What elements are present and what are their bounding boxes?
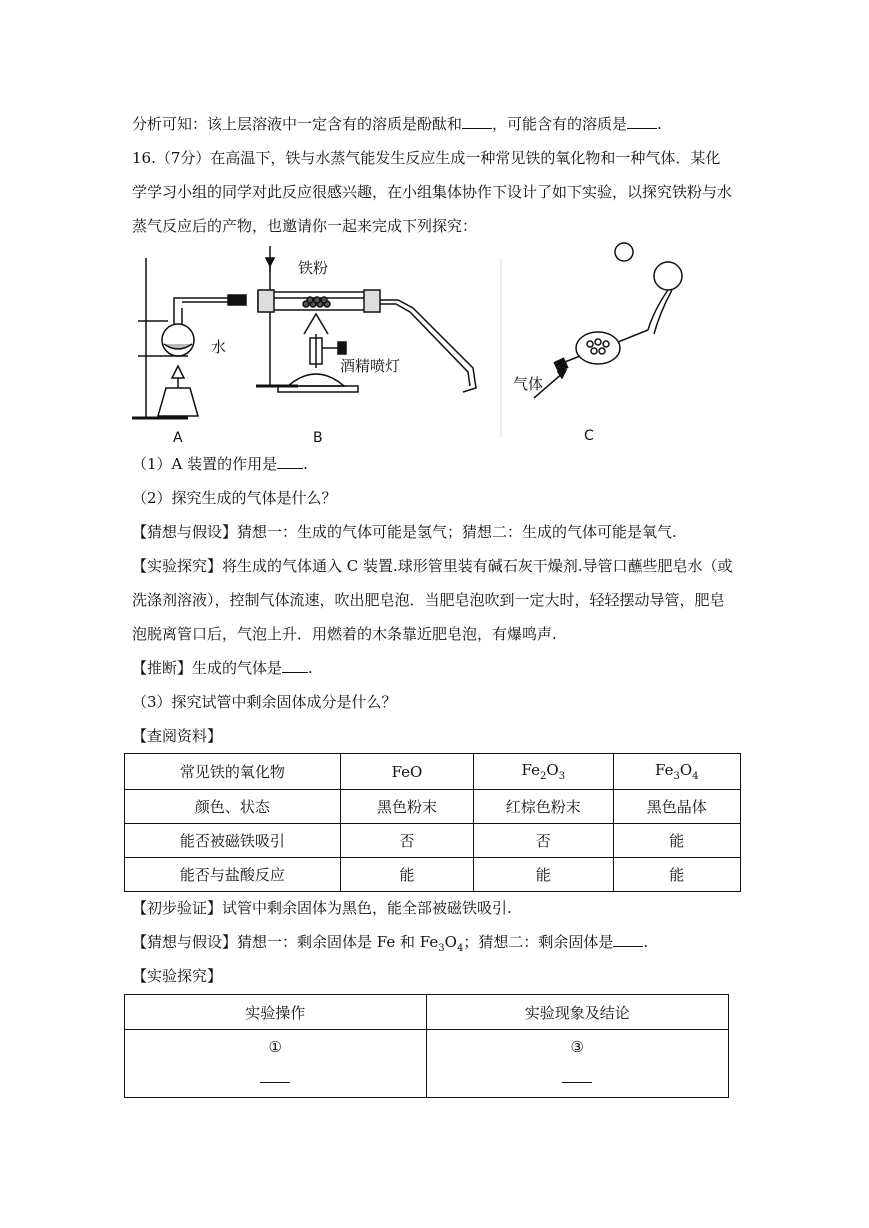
- table-cell: 能: [340, 858, 473, 892]
- label-water: 水: [211, 338, 227, 356]
- table-cell: [125, 1030, 427, 1098]
- analysis-line: [132, 114, 662, 134]
- text: .: [303, 455, 308, 473]
- table-cell: [474, 754, 613, 790]
- answer-blank[interactable]: [613, 932, 643, 947]
- exp1-line-3: 泡脱离管口后，气泡上升．用燃着的木条靠近肥皂泡，有爆鸣声.: [132, 625, 557, 643]
- table-cell: 能: [613, 824, 741, 858]
- answer-blank[interactable]: [627, 114, 657, 129]
- label-gas: 气体: [513, 375, 544, 393]
- text: Fe: [521, 761, 541, 779]
- text: .: [643, 933, 649, 951]
- table-cell: 黑色粉末: [340, 790, 473, 824]
- table-cell: 否: [340, 824, 473, 858]
- table-cell: 否: [474, 824, 613, 858]
- text: Fe: [654, 761, 674, 779]
- table-cell: 红棕色粉末: [474, 790, 613, 824]
- table-header-row: [125, 995, 729, 1030]
- drying-bulb: [576, 332, 620, 364]
- round-flask: [162, 324, 194, 356]
- text: 【推断】生成的气体是: [132, 659, 283, 677]
- subscript: 4: [456, 943, 464, 954]
- table-row: [125, 824, 741, 858]
- answer-blank[interactable]: [562, 1068, 592, 1083]
- subscript: 4: [692, 771, 699, 782]
- oxide-table: [124, 753, 741, 892]
- label-c: C: [584, 428, 594, 444]
- table-row: [125, 790, 741, 824]
- guess1-line: 【猜想与假设】猜想一：生成的气体可能是氢气；猜想二：生成的气体可能是氧气.: [132, 523, 677, 541]
- q1-line: [132, 454, 308, 474]
- text: O: [546, 761, 559, 779]
- ref-heading: 【查阅资料】: [132, 727, 223, 745]
- table-cell: [613, 754, 741, 790]
- table-cell: 能: [613, 858, 741, 892]
- table-cell: 实验现象及结论: [426, 995, 729, 1030]
- text: 分析可知：该上层溶液中一定含有的溶质是酚酞和: [132, 115, 463, 133]
- text: .: [308, 659, 313, 677]
- verify-line: 【初步验证】试管中剩余固体为黑色，能全部被磁铁吸引.: [132, 899, 512, 917]
- answer-blank[interactable]: [260, 1068, 290, 1083]
- question-16-line-2: 学学习小组的同学对此反应很感兴趣，在小组集体协作下设计了如下实验，以探究铁粉与水: [132, 183, 733, 201]
- table-cell: 实验操作: [125, 995, 427, 1030]
- table-cell: 能否与盐酸反应: [125, 858, 341, 892]
- table-cell: 颜色、状态: [125, 790, 341, 824]
- table-cell: 黑色晶体: [613, 790, 741, 824]
- subscript: 3: [438, 943, 445, 954]
- table-cell: 能: [474, 858, 613, 892]
- table-header-row: [125, 754, 741, 790]
- subscript: 2: [540, 771, 547, 782]
- table-cell: 常见铁的氧化物: [125, 754, 341, 790]
- experiment-table: [124, 994, 729, 1098]
- answer-blank[interactable]: [277, 454, 303, 469]
- answer-blank[interactable]: [282, 658, 308, 673]
- text: ，可能含有的溶质是: [492, 115, 628, 133]
- text: （1）A 装置的作用是: [132, 455, 278, 473]
- q3-line: （3）探究试管中剩余固体成分是什么？: [132, 693, 397, 711]
- question-16-line-1: 16.（7分）在高温下，铁与水蒸气能发生反应生成一种常见铁的氧化物和一种气体．某化: [132, 149, 721, 167]
- cell-marker: ③: [570, 1038, 584, 1056]
- table-cell: 能否被磁铁吸引: [125, 824, 341, 858]
- infer-line: [132, 658, 313, 678]
- exp2-heading: 【实验探究】: [132, 967, 223, 985]
- text: .: [657, 115, 662, 133]
- guess2-line: [132, 932, 648, 959]
- exp1-line-2: 洗涤剂溶液），控制气体流速，吹出肥皂泡．当肥皂泡吹到一定大时，轻轻摆动导管，肥皂: [132, 591, 725, 609]
- table-row: [125, 858, 741, 892]
- table-cell: FeO: [340, 754, 473, 790]
- subscript: 3: [558, 771, 566, 782]
- cell-marker: ①: [268, 1038, 282, 1056]
- text: O: [444, 933, 457, 951]
- text: 【猜想与假设】猜想一：剩余固体是 Fe 和 Fe: [132, 933, 439, 951]
- subscript: 3: [673, 771, 680, 782]
- q2-line: （2）探究生成的气体是什么？: [132, 489, 337, 507]
- answer-blank[interactable]: [462, 114, 492, 129]
- label-b: B: [313, 430, 323, 446]
- question-16-line-3: 蒸气反应后的产物，也邀请你一起来完成下列探究：: [132, 217, 478, 235]
- label-alcohol-lamp: 酒精喷灯: [340, 357, 401, 375]
- label-a: A: [173, 430, 183, 446]
- exp1-line-1: 【实验探究】将生成的气体通入 C 装置.球形管里装有碱石灰干燥剂.导管口蘸些肥皂水（或: [132, 557, 733, 575]
- table-row: [125, 1030, 729, 1098]
- text: O: [679, 761, 693, 779]
- label-iron-powder: 铁粉: [298, 259, 329, 277]
- table-cell: [426, 1030, 729, 1098]
- text: ；猜想二：剩余固体是: [463, 933, 614, 951]
